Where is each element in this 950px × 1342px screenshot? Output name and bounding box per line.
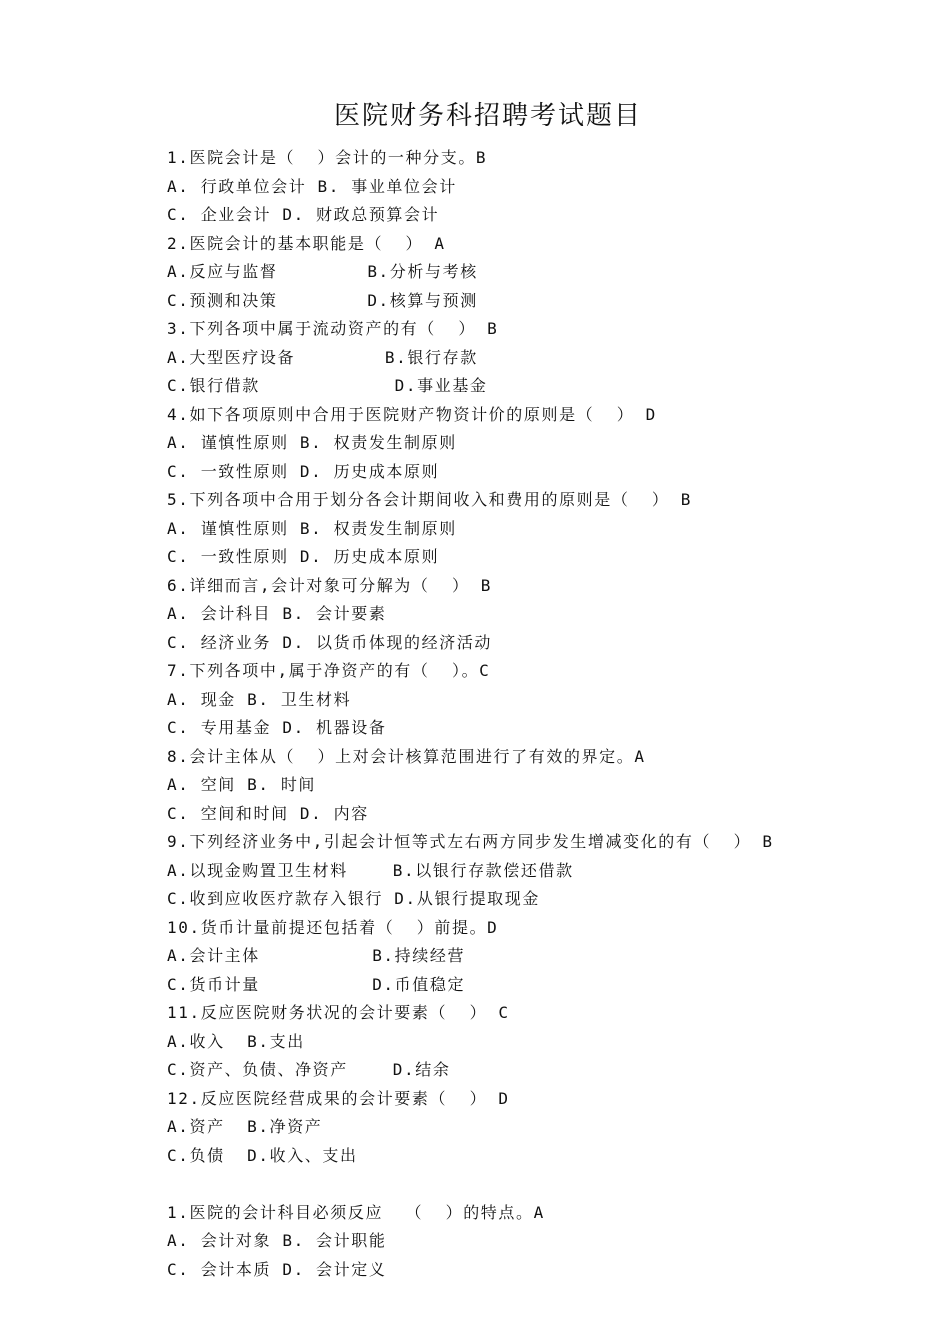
question-11-options-ab: A.收入 B.支出 [167,1031,305,1051]
question-1: 1.医院会计是（ ）会计的一种分支。B [167,148,488,167]
question-6: 6.详细而言,会计对象可分解为（ ） B [167,575,493,595]
question-9: 9.下列经济业务中,引起会计恒等式左右两方同步发生增减变化的有（ ） B [167,832,774,851]
question-8-options-cd: C. 空间和时间 D. 内容 [167,803,369,823]
question-1-options-cd: C. 企业会计 D. 财政总预算会计 [167,205,440,224]
question-6-options-ab: A. 会计科目 B. 会计要素 [167,604,387,623]
question-7: 7.下列各项中,属于净资产的有（ ）。C [167,661,491,680]
question-12: 12.反应医院经营成果的会计要素（ ） D [167,1088,510,1108]
question-9-options-cd: C.收到应收医疗款存入银行 D.从银行提取现金 [167,889,540,908]
question-8-options-ab: A. 空间 B. 时间 [167,775,317,794]
question-11-options-cd: C.资产、负债、净资产 D.结余 [167,1060,451,1079]
question-12-options-cd: C.负债 D.收入、支出 [167,1145,358,1165]
question-11: 11.反应医院财务状况的会计要素（ ） C [167,1003,510,1022]
page-title: 医院财务科招聘考试题目 [333,101,642,131]
question-7-options-ab: A. 现金 B. 卫生材料 [167,689,352,709]
section2-question-1-options-cd: C. 会计本质 D. 会计定义 [167,1259,387,1279]
question-4: 4.如下各项原则中合用于医院财产物资计价的原则是（ ） D [167,404,657,424]
question-2-options-ab: A.反应与监督 B.分析与考核 [167,262,478,281]
question-5: 5.下列各项中合用于划分各会计期间收入和费用的原则是（ ） B [167,490,692,509]
section2-question-1: 1.医院的会计科目必须反应 （ ）的特点。A [167,1202,545,1222]
question-3-options-cd: C.银行借款 D.事业基金 [167,376,488,395]
question-10-options-ab: A.会计主体 B.持续经营 [167,946,466,965]
question-2-options-cd: C.预测和决策 D.核算与预测 [167,290,478,310]
question-3: 3.下列各项中属于流动资产的有（ ） B [167,319,499,338]
question-9-options-ab: A.以现金购置卫生材料 B.以银行存款偿还借款 [167,860,574,880]
question-10: 10.货币计量前提还包括着（ ）前提。D [167,917,499,937]
question-6-options-cd: C. 经济业务 D. 以货币体现的经济活动 [167,632,493,652]
question-5-options-cd: C. 一致性原则 D. 历史成本原则 [167,547,440,566]
question-10-options-cd: C.货币计量 D.币值稳定 [167,974,466,994]
section2-question-1-options-ab: A. 会计对象 B. 会计职能 [167,1231,387,1250]
question-4-options-cd: C. 一致性原则 D. 历史成本原则 [167,461,440,481]
blank-line [167,1170,927,1199]
question-1-options-ab: A. 行政单位会计 B. 事业单位会计 [167,176,457,196]
question-8: 8.会计主体从（ ）上对会计核算范围进行了有效的界定。A [167,746,646,766]
question-3-options-ab: A.大型医疗设备 B.银行存款 [167,347,478,367]
question-12-options-ab: A.资产 B.净资产 [167,1117,323,1136]
question-4-options-ab: A. 谨慎性原则 B. 权责发生制原则 [167,433,457,452]
question-list [167,144,927,1284]
question-5-options-ab: A. 谨慎性原则 B. 权责发生制原则 [167,518,457,538]
question-2: 2.医院会计的基本职能是（ ） A [167,233,446,253]
question-7-options-cd: C. 专用基金 D. 机器设备 [167,718,387,737]
